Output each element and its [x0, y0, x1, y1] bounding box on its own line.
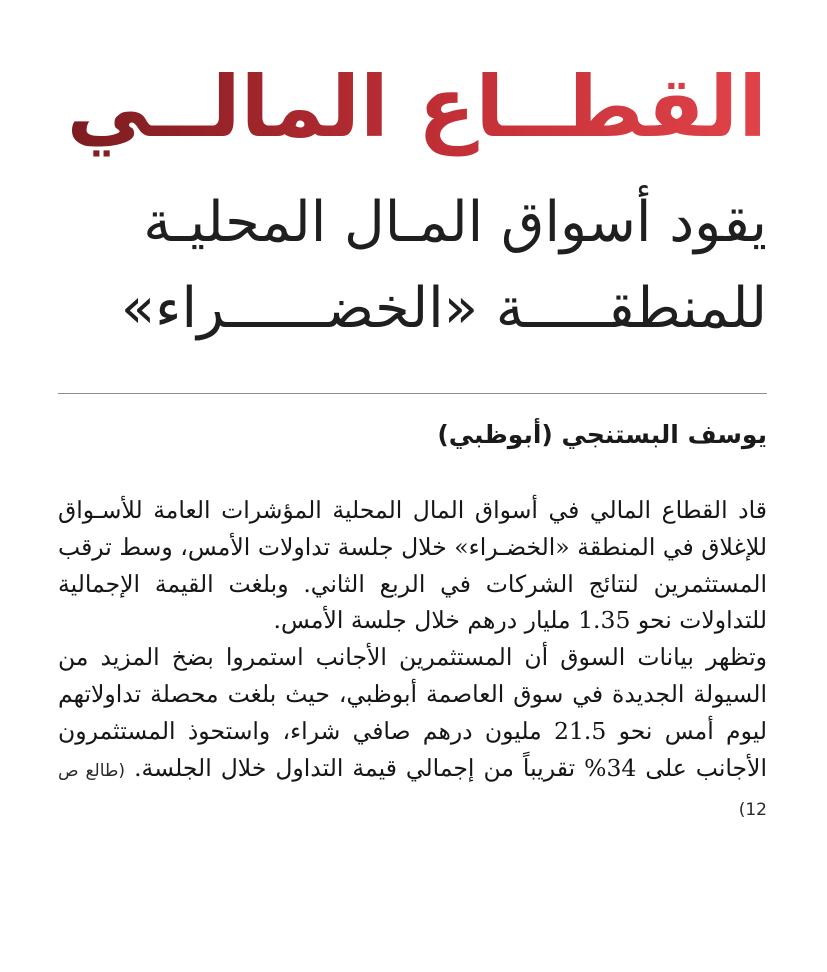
- body-paragraph-1: قاد القطاع المالي في أسواق المال المحلية المؤشرات العامة للأسـواق للإغلاق في المنطقة «الخضـراء» خلال جلسة تداولات الأمس، وسط ترقب المستثمرين لنتائج الشركات في الربع الثاني. وبلغت القيمة الإجمالية للتداولات نحو 1.35 مليار درهم خلال جلسة الأمس.: [58, 496, 767, 635]
- headline-line-2: للمنطقـــــة «الخضــــــراء»: [120, 276, 767, 341]
- divider-rule: [58, 393, 767, 394]
- section-kicker-title: القطــاع المالــي: [58, 52, 767, 162]
- continuation-reference: (طالع ص 12): [58, 760, 767, 821]
- article-body: [58, 492, 767, 829]
- byline: يوسف البستنجي (أبوظبي): [437, 420, 767, 449]
- body-paragraph-2-text: وتظهر بيانات السوق أن المستثمرين الأجانب استمروا بضخ المزيد من السيولة الجديدة في سوق العاصمة أبوظبي، حيث بلغت محصلة تداولاتهم ليوم أمس نحو 21.5 مليون درهم صافي شراء، واستحوذ المستثمرون الأجانب على 34% تقريباً من إجمالي قيمة التداول خلال الجلسة.: [58, 643, 768, 782]
- body-paragraph-2: [58, 639, 767, 829]
- headline-line-1: يقود أسواق المـال المحليـة: [143, 190, 767, 255]
- news-article: [40, 0, 785, 972]
- headline: [58, 180, 767, 352]
